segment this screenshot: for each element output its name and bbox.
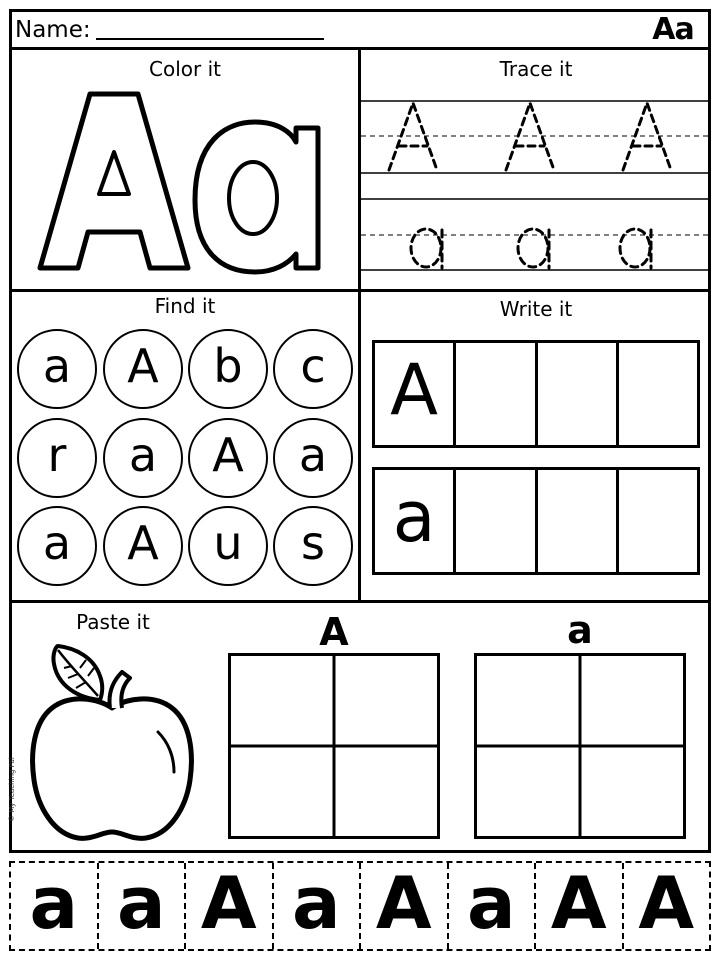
write-box[interactable] [535,470,616,572]
find-letter-circle[interactable]: a [17,329,97,409]
find-letter-circle[interactable]: A [103,329,183,409]
write-uppercase-boxes [372,340,700,448]
find-letter-circle[interactable]: a [273,418,353,498]
find-letter-circle[interactable]: u [188,506,268,586]
cutout-letter[interactable]: a [272,863,360,949]
cutout-letter[interactable]: A [184,863,272,949]
cutout-letter[interactable]: a [447,863,535,949]
name-label: Name: [15,17,91,43]
find-letter-circle[interactable]: A [103,506,183,586]
find-letter-circle[interactable]: b [188,329,268,409]
find-letter-circle[interactable]: a [17,506,97,586]
name-field-line[interactable] [96,38,324,40]
write-lowercase-boxes [372,467,700,575]
apple-icon [28,642,196,842]
write-it-title: Write it [499,297,573,321]
paste-it-title: Paste it [76,610,150,634]
paste-lowercase-heading: a [567,608,593,652]
paste-uppercase-heading: A [319,610,349,654]
find-letter-circle[interactable]: r [17,418,97,498]
write-example-lowercase: a [392,476,436,558]
paste-uppercase-grid[interactable] [228,653,440,839]
write-box[interactable] [453,470,534,572]
worksheet-title: Aa [652,12,694,47]
bubble-letters-aa [30,82,340,282]
write-example-uppercase: A [390,349,439,431]
cutout-letter[interactable]: a [97,863,185,949]
write-box[interactable] [616,470,697,572]
write-box[interactable] [535,343,616,445]
find-letter-circle[interactable]: A [188,418,268,498]
copyright-text: © My Teaching Pal [8,757,16,822]
paste-lowercase-grid[interactable] [474,653,686,839]
color-it-title: Color it [149,57,221,81]
cutout-letter[interactable]: A [359,863,447,949]
write-box[interactable] [453,343,534,445]
find-letter-circle[interactable]: a [103,418,183,498]
trace-it-title: Trace it [499,57,573,81]
write-box[interactable] [616,343,697,445]
find-letter-circle[interactable]: s [273,506,353,586]
find-it-title: Find it [154,294,216,318]
cutout-letter[interactable]: a [29,861,79,945]
cutout-letter[interactable]: A [622,863,710,949]
find-letter-circle[interactable]: c [273,329,353,409]
cutout-strip [9,861,711,951]
cutout-letter[interactable]: A [534,863,622,949]
trace-practice-area [361,90,711,280]
